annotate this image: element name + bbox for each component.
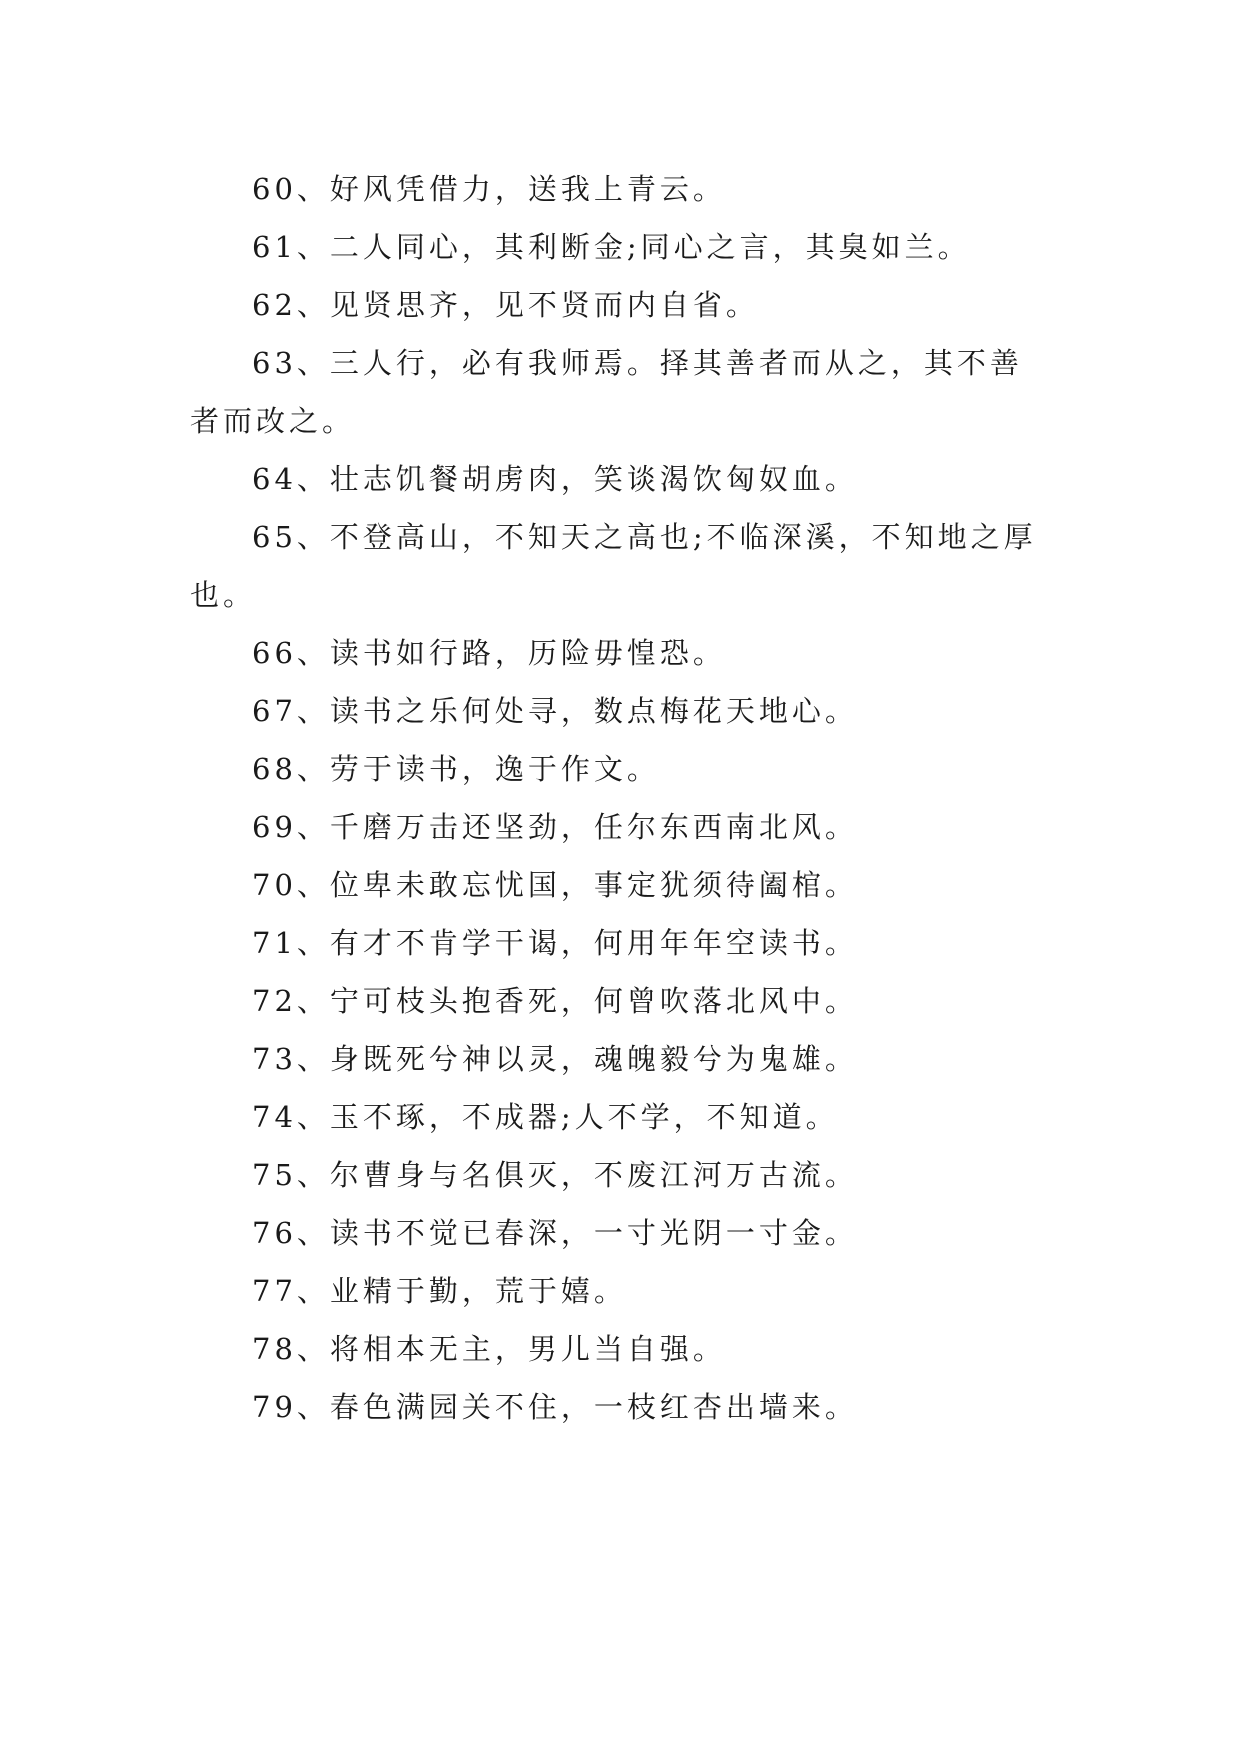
quote-line-70: 70、位卑未敢忘忧国，事定犹须待阖棺。 xyxy=(252,868,858,902)
quote-line-76: 76、读书不觉已春深，一寸光阴一寸金。 xyxy=(252,1216,858,1250)
quote-line-65: 65、不登高山，不知天之高也;不临深溪，不知地之厚也。 xyxy=(190,520,1037,612)
quote-line-60: 60、好风凭借力，送我上青云。 xyxy=(252,172,726,206)
quote-line-67: 67、读书之乐何处寻，数点梅花天地心。 xyxy=(252,694,858,728)
quote-line-71: 71、有才不肯学干谒，何用年年空读书。 xyxy=(252,926,858,960)
quote-line-77: 77、业精于勤，荒于嬉。 xyxy=(252,1274,627,1308)
quote-list xyxy=(190,160,1050,1436)
quote-line-61: 61、二人同心，其利断金;同心之言，其臭如兰。 xyxy=(252,230,971,264)
quote-line-68: 68、劳于读书，逸于作文。 xyxy=(252,752,660,786)
quote-line-78: 78、将相本无主，男儿当自强。 xyxy=(252,1332,726,1366)
quote-line-79: 79、春色满园关不住，一枝红杏出墙来。 xyxy=(252,1390,858,1424)
quote-line-75: 75、尔曹身与名俱灭，不废江河万古流。 xyxy=(252,1158,858,1192)
quote-line-63: 63、三人行，必有我师焉。择其善者而从之，其不善者而改之。 xyxy=(190,346,1023,438)
quote-line-73: 73、身既死兮神以灵，魂魄毅兮为鬼雄。 xyxy=(252,1042,858,1076)
quote-line-74: 74、玉不琢，不成器;人不学，不知道。 xyxy=(252,1100,839,1134)
quote-line-64: 64、壮志饥餐胡虏肉，笑谈渴饮匈奴血。 xyxy=(252,462,858,496)
quote-line-66: 66、读书如行路，历险毋惶恐。 xyxy=(252,636,726,670)
quote-line-72: 72、宁可枝头抱香死，何曾吹落北风中。 xyxy=(252,984,858,1018)
quote-line-69: 69、千磨万击还坚劲，任尔东西南北风。 xyxy=(252,810,858,844)
quote-line-62: 62、见贤思齐，见不贤而内自省。 xyxy=(252,288,759,322)
